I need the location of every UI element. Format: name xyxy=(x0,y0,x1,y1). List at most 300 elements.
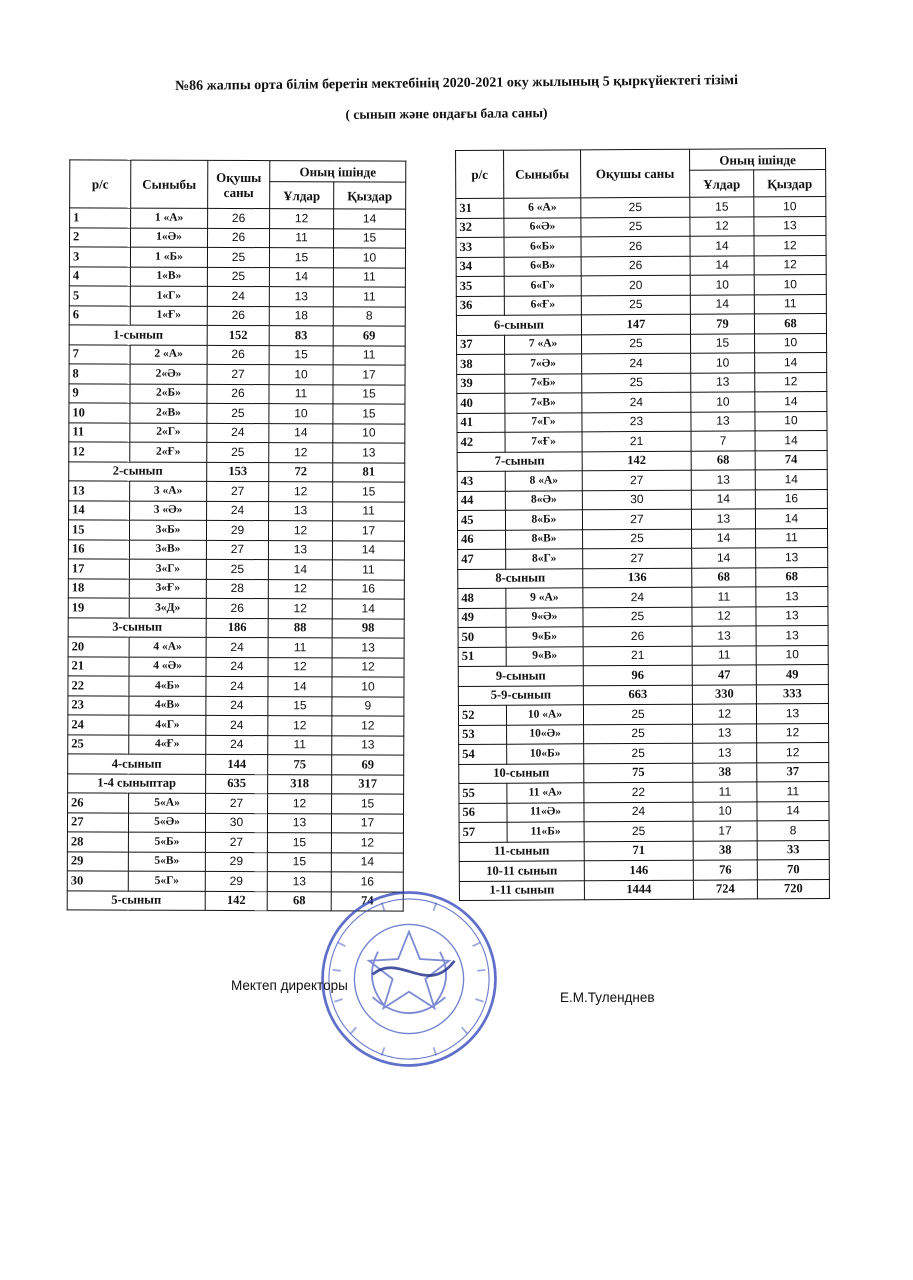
header-class: Сыныбы xyxy=(131,160,208,208)
boys-count: 11 xyxy=(270,228,334,248)
subtotal-row xyxy=(459,762,829,783)
students-count: 142 xyxy=(205,891,267,911)
girls-count: 317 xyxy=(332,774,404,794)
document-title: №86 жалпы орта білім беретін мектебінің 2020-2021 оку жылының 5 қыркүйектегі тізімі xyxy=(174,73,739,94)
students-count: 26 xyxy=(208,228,270,248)
students-count: 26 xyxy=(206,598,268,618)
row-number: 24 xyxy=(68,715,129,735)
class-name: 10 «А» xyxy=(506,705,583,725)
boys-count: 14 xyxy=(268,560,332,580)
class-name: 2«Г» xyxy=(130,423,207,443)
boys-count: 14 xyxy=(690,236,754,256)
students-count: 29 xyxy=(206,520,268,540)
boys-count: 38 xyxy=(693,840,757,860)
students-count: 25 xyxy=(207,267,269,287)
header-no: р/с xyxy=(456,150,504,198)
boys-count: 79 xyxy=(690,314,754,334)
table-row xyxy=(459,723,829,744)
students-count: 25 xyxy=(583,529,692,549)
subtotal-row xyxy=(459,879,829,900)
students-count: 27 xyxy=(206,793,268,813)
subtotal-row xyxy=(69,461,405,482)
girls-count: 10 xyxy=(754,197,826,217)
students-count: 24 xyxy=(582,353,691,373)
students-count: 25 xyxy=(583,704,692,724)
class-name: 4«Б» xyxy=(129,676,206,696)
row-number: 21 xyxy=(68,656,129,676)
table-row xyxy=(67,812,403,833)
girls-count: 12 xyxy=(755,372,827,392)
students-count: 29 xyxy=(205,852,267,872)
students-count: 23 xyxy=(582,412,691,432)
boys-count: 12 xyxy=(268,579,332,599)
subtotal-row xyxy=(68,754,404,775)
girls-count: 10 xyxy=(332,677,404,697)
students-count: 30 xyxy=(582,490,691,510)
boys-count: 75 xyxy=(268,755,332,775)
table-row xyxy=(69,247,405,268)
row-number: 9 xyxy=(69,383,130,403)
subtotal-label: 6-сынып xyxy=(456,315,581,335)
girls-count: 14 xyxy=(755,431,827,451)
class-name: 6«Ә» xyxy=(504,217,581,237)
girls-count: 14 xyxy=(332,540,404,560)
subtotal-row xyxy=(456,314,826,335)
students-count: 24 xyxy=(584,802,693,822)
row-number: 4 xyxy=(69,266,130,286)
table-row xyxy=(457,353,827,374)
students-count: 21 xyxy=(583,646,692,666)
row-number: 6 xyxy=(69,305,130,325)
subtotal-row xyxy=(457,450,827,471)
class-name: 8«В» xyxy=(506,529,583,549)
boys-count: 11 xyxy=(692,645,756,665)
girls-count: 13 xyxy=(756,548,828,568)
boys-count: 13 xyxy=(691,470,755,490)
row-number: 19 xyxy=(68,598,129,618)
students-count: 144 xyxy=(206,754,268,774)
students-count: 27 xyxy=(207,364,269,384)
boys-count: 10 xyxy=(691,353,755,373)
class-name: 10«Ә» xyxy=(507,724,584,744)
subtotal-label: 1-сынып xyxy=(69,325,207,345)
girls-count: 11 xyxy=(757,782,829,802)
header-of-which: Оның ішінде xyxy=(690,149,826,171)
class-name: 3«Ғ» xyxy=(129,579,206,599)
girls-count: 68 xyxy=(756,567,828,587)
table-row xyxy=(458,704,828,725)
subtotal-label: 4-сынып xyxy=(68,754,206,774)
class-name: 2«Ә» xyxy=(130,364,207,384)
students-count: 136 xyxy=(583,568,692,588)
row-number: 31 xyxy=(456,198,504,218)
class-name: 11«Ә» xyxy=(507,802,584,822)
girls-count: 74 xyxy=(755,450,827,470)
students-count: 26 xyxy=(208,208,270,228)
table-row xyxy=(456,294,826,315)
students-count: 24 xyxy=(206,735,268,755)
subtotal-label: 5-сынып xyxy=(67,890,205,910)
class-name: 1«Г» xyxy=(130,286,207,306)
students-count: 25 xyxy=(207,442,269,462)
girls-count: 14 xyxy=(331,852,403,872)
boys-count: 18 xyxy=(269,306,333,326)
boys-count: 13 xyxy=(267,813,331,833)
girls-count: 10 xyxy=(333,423,405,443)
table-body-right xyxy=(456,197,830,901)
girls-count: 12 xyxy=(332,716,404,736)
subtotal-label: 5-9-сынып xyxy=(458,685,583,705)
boys-count: 11 xyxy=(693,782,757,802)
students-count: 29 xyxy=(205,871,267,891)
class-name: 2 «А» xyxy=(130,345,207,365)
boys-count: 10 xyxy=(691,392,755,412)
class-name: 4«В» xyxy=(129,696,206,716)
table-row xyxy=(69,403,405,424)
girls-count: 12 xyxy=(754,255,826,275)
row-number: 15 xyxy=(68,520,129,540)
students-count: 25 xyxy=(207,247,269,267)
class-name: 1 «Б» xyxy=(130,247,207,267)
girls-count: 69 xyxy=(333,326,405,346)
subtotal-label: 2-сынып xyxy=(69,461,207,481)
row-number: 18 xyxy=(68,578,129,598)
row-number: 49 xyxy=(458,608,506,628)
boys-count: 13 xyxy=(268,540,332,560)
boys-count: 14 xyxy=(691,489,755,509)
class-name: 11 «А» xyxy=(507,783,584,803)
students-count: 28 xyxy=(206,579,268,599)
students-table-right xyxy=(455,148,830,901)
boys-count: 10 xyxy=(269,365,333,385)
class-name: 6«Г» xyxy=(504,276,581,296)
row-number: 43 xyxy=(457,471,505,491)
girls-count: 12 xyxy=(754,236,826,256)
row-number: 54 xyxy=(459,744,507,764)
class-name: 1«Ғ» xyxy=(130,306,207,326)
boys-count: 12 xyxy=(270,209,334,229)
class-name: 2«В» xyxy=(130,403,207,423)
table-row xyxy=(458,528,828,549)
row-number: 56 xyxy=(459,803,507,823)
girls-count: 15 xyxy=(332,794,404,814)
table-row xyxy=(68,676,404,697)
subtotal-label: 3-сынып xyxy=(68,617,206,637)
row-number: 50 xyxy=(458,627,506,647)
boys-count: 83 xyxy=(269,326,333,346)
header-girls: Қыздар xyxy=(754,170,826,197)
girls-count: 49 xyxy=(756,665,828,685)
table-row xyxy=(458,606,828,627)
girls-count: 17 xyxy=(333,365,405,385)
class-name: 4 «А» xyxy=(129,637,206,657)
row-number: 57 xyxy=(459,822,507,842)
header-class: Сыныбы xyxy=(504,150,581,198)
boys-count: 15 xyxy=(267,833,331,853)
row-number: 11 xyxy=(69,422,130,442)
class-name: 5«Г» xyxy=(128,871,205,891)
boys-count: 15 xyxy=(691,333,755,353)
students-count: 26 xyxy=(207,345,269,365)
class-name: 7«Ғ» xyxy=(505,432,582,452)
row-number: 47 xyxy=(458,549,506,569)
students-count: 153 xyxy=(207,462,269,482)
girls-count: 70 xyxy=(757,860,829,880)
subtotal-row xyxy=(458,684,828,705)
row-number: 40 xyxy=(457,393,505,413)
girls-count: 15 xyxy=(334,228,406,248)
girls-count: 37 xyxy=(757,762,829,782)
table-row xyxy=(68,715,404,736)
students-count: 25 xyxy=(584,821,693,841)
table-row xyxy=(457,509,827,530)
students-count: 24 xyxy=(206,637,268,657)
students-count: 24 xyxy=(582,392,691,412)
class-name: 4 «Ә» xyxy=(129,657,206,677)
boys-count: 68 xyxy=(267,891,331,911)
girls-count: 10 xyxy=(754,275,826,295)
class-name: 9«Б» xyxy=(506,627,583,647)
boys-count: 7 xyxy=(691,431,755,451)
table-row xyxy=(69,422,405,443)
girls-count: 14 xyxy=(755,470,827,490)
subtotal-row xyxy=(459,840,829,861)
table-row xyxy=(69,500,405,521)
class-name: 9 «А» xyxy=(506,588,583,608)
boys-count: 15 xyxy=(269,248,333,268)
boys-count: 13 xyxy=(269,501,333,521)
class-name: 1«Ә» xyxy=(131,228,208,248)
students-count: 25 xyxy=(581,197,690,217)
row-number: 29 xyxy=(67,851,128,871)
class-name: 8«Б» xyxy=(505,510,582,530)
students-count: 26 xyxy=(581,236,690,256)
table-row xyxy=(456,236,826,257)
boys-count: 13 xyxy=(269,287,333,307)
students-count: 27 xyxy=(205,832,267,852)
students-count: 142 xyxy=(582,451,691,471)
row-number: 46 xyxy=(458,530,506,550)
students-count: 27 xyxy=(582,470,691,490)
students-count: 22 xyxy=(584,782,693,802)
row-number: 23 xyxy=(68,695,129,715)
boys-count: 10 xyxy=(269,404,333,424)
row-number: 5 xyxy=(69,286,130,306)
boys-count: 13 xyxy=(692,626,756,646)
girls-count: 16 xyxy=(331,872,403,892)
row-number: 13 xyxy=(69,481,130,501)
boys-count: 14 xyxy=(268,677,332,697)
table-row xyxy=(68,695,404,716)
table-row xyxy=(69,286,405,307)
director-name: Е.М.Туленднев xyxy=(560,990,655,1005)
boys-count: 12 xyxy=(269,482,333,502)
students-count: 25 xyxy=(582,373,691,393)
table-row xyxy=(459,782,829,803)
girls-count: 12 xyxy=(331,833,403,853)
boys-count: 72 xyxy=(269,462,333,482)
students-count: 24 xyxy=(583,587,692,607)
table-row xyxy=(68,598,404,619)
row-number: 3 xyxy=(69,247,130,267)
table-row xyxy=(68,734,404,755)
students-count: 25 xyxy=(584,724,693,744)
students-count: 20 xyxy=(581,275,690,295)
table-row xyxy=(68,520,404,541)
table-row xyxy=(458,548,828,569)
girls-count: 11 xyxy=(754,294,826,314)
row-number: 28 xyxy=(67,832,128,852)
subtotal-label: 1-4 сыныптар xyxy=(68,773,206,793)
class-name: 6 «А» xyxy=(504,198,581,218)
girls-count: 17 xyxy=(332,521,404,541)
table-row xyxy=(68,793,404,814)
boys-count: 76 xyxy=(693,860,757,880)
subtotal-label: 1-11 сынып xyxy=(459,880,584,900)
class-name: 4«Ғ» xyxy=(129,735,206,755)
girls-count: 9 xyxy=(332,696,404,716)
subtotal-row xyxy=(69,325,405,346)
class-name: 3«Г» xyxy=(129,559,206,579)
header-of-which: Оның ішінде xyxy=(270,161,406,182)
students-count: 26 xyxy=(207,384,269,404)
boys-count: 318 xyxy=(268,774,332,794)
girls-count: 14 xyxy=(332,599,404,619)
girls-count: 15 xyxy=(333,404,405,424)
students-table-left xyxy=(67,159,407,911)
header-girls: Қыздар xyxy=(334,182,406,209)
boys-count: 17 xyxy=(693,821,757,841)
row-number: 48 xyxy=(458,588,506,608)
table-row xyxy=(68,578,404,599)
girls-count: 14 xyxy=(755,353,827,373)
table-row xyxy=(458,626,828,647)
girls-count: 13 xyxy=(756,606,828,626)
row-number: 41 xyxy=(457,413,505,433)
class-name: 11«Б» xyxy=(507,822,584,842)
boys-count: 11 xyxy=(692,587,756,607)
header-no: р/с xyxy=(70,160,131,208)
subtotal-label: 11-сынып xyxy=(459,841,584,861)
subtotal-label: 10-сынып xyxy=(459,763,584,783)
students-count: 25 xyxy=(206,559,268,579)
students-count: 1444 xyxy=(584,880,693,900)
boys-count: 12 xyxy=(269,443,333,463)
students-count: 27 xyxy=(207,481,269,501)
class-name: 7«В» xyxy=(505,393,582,413)
boys-count: 47 xyxy=(692,665,756,685)
table-row xyxy=(457,431,827,452)
girls-count: 16 xyxy=(755,489,827,509)
table-row xyxy=(70,208,406,229)
row-number: 37 xyxy=(457,335,505,355)
girls-count: 14 xyxy=(755,509,827,529)
boys-count: 12 xyxy=(268,599,332,619)
girls-count: 13 xyxy=(333,443,405,463)
class-name: 5«Ә» xyxy=(128,813,205,833)
table-row xyxy=(459,801,829,822)
document-subtitle: ( сынып және ондағы бала саны) xyxy=(345,105,548,122)
students-count: 24 xyxy=(207,423,269,443)
boys-count: 15 xyxy=(269,345,333,365)
boys-count: 12 xyxy=(690,216,754,236)
boys-count: 15 xyxy=(267,852,331,872)
class-name: 3«Б» xyxy=(129,520,206,540)
girls-count: 14 xyxy=(334,209,406,229)
students-count: 30 xyxy=(205,813,267,833)
subtotal-label: 10-11 сынып xyxy=(459,861,584,881)
boys-count: 68 xyxy=(692,567,756,587)
table-body-left xyxy=(67,208,405,911)
boys-count: 14 xyxy=(692,548,756,568)
header-students: Оқушы саны xyxy=(208,160,270,208)
row-number: 2 xyxy=(70,227,131,247)
students-count: 24 xyxy=(207,286,269,306)
class-name: 5«Б» xyxy=(128,832,205,852)
class-name: 8«Г» xyxy=(506,549,583,569)
class-name: 3 «Ә» xyxy=(130,501,207,521)
table-row xyxy=(457,372,827,393)
table-row xyxy=(67,851,403,872)
girls-count: 11 xyxy=(332,560,404,580)
students-count: 25 xyxy=(581,217,690,237)
row-number: 42 xyxy=(457,432,505,452)
class-name: 1 «А» xyxy=(131,208,208,228)
boys-count: 14 xyxy=(269,423,333,443)
row-number: 25 xyxy=(68,734,129,754)
students-count: 25 xyxy=(583,607,692,627)
boys-count: 12 xyxy=(268,657,332,677)
students-count: 21 xyxy=(582,431,691,451)
class-name: 3«В» xyxy=(129,540,206,560)
girls-count: 10 xyxy=(755,333,827,353)
table-row xyxy=(67,832,403,853)
boys-count: 14 xyxy=(690,294,754,314)
girls-count: 13 xyxy=(754,216,826,236)
girls-count: 13 xyxy=(332,638,404,658)
students-count: 25 xyxy=(207,403,269,423)
girls-count: 15 xyxy=(333,384,405,404)
boys-count: 13 xyxy=(693,723,757,743)
girls-count: 14 xyxy=(757,801,829,821)
row-number: 32 xyxy=(456,218,504,238)
boys-count: 14 xyxy=(269,267,333,287)
class-name: 7 «А» xyxy=(505,334,582,354)
class-name: 4«Г» xyxy=(129,715,206,735)
class-name: 6«Ғ» xyxy=(504,295,581,315)
students-count: 27 xyxy=(582,509,691,529)
class-name: 1«В» xyxy=(130,267,207,287)
boys-count: 12 xyxy=(692,606,756,626)
students-count: 24 xyxy=(206,715,268,735)
subtotal-label: 9-сынып xyxy=(458,666,583,686)
header-students: Оқушы саны xyxy=(581,149,690,198)
row-number: 8 xyxy=(69,364,130,384)
table-row xyxy=(68,539,404,560)
students-count: 27 xyxy=(583,548,692,568)
row-number: 17 xyxy=(68,559,129,579)
class-name: 8 «А» xyxy=(505,471,582,491)
boys-count: 13 xyxy=(691,372,755,392)
girls-count: 10 xyxy=(756,645,828,665)
row-number: 45 xyxy=(457,510,505,530)
director-label: Мектеп директоры xyxy=(231,978,348,993)
row-number: 36 xyxy=(456,296,504,316)
class-name: 8«Ә» xyxy=(505,490,582,510)
table-row xyxy=(70,227,406,248)
class-name: 3«Д» xyxy=(129,598,206,618)
boys-count: 38 xyxy=(693,762,757,782)
